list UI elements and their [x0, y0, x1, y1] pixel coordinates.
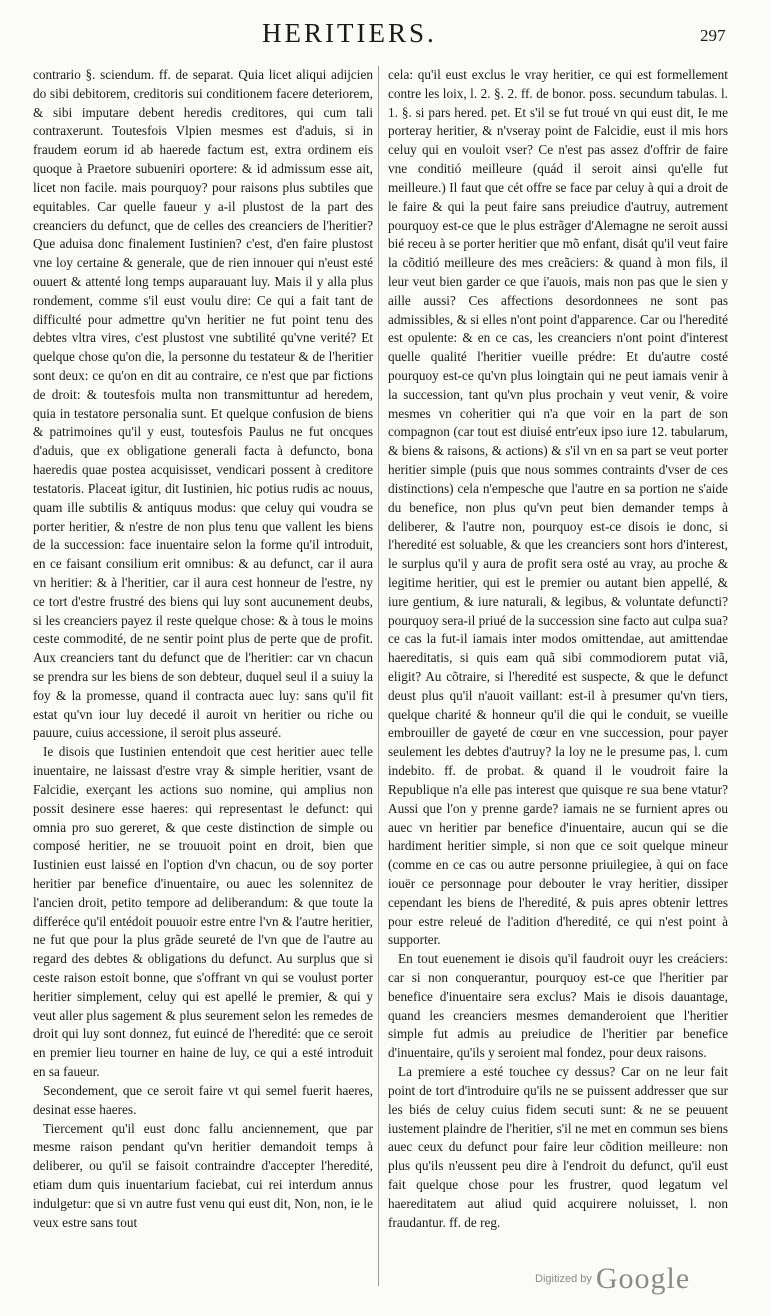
paragraph: Tiercement qu'il eust donc fallu anciennement, que par mesme raison pendant qu'vn heritier demandoit temps à deliberer, ou qu'il se faisoit contraindre d'accepter l'heredité, etiam dum quis inuentarium faciebat, cui rei interdum annus indulgetur: que si vn autre fust venu qui eust dit, Non, non, ie le veux estre sans tout	[33, 1120, 373, 1230]
google-logo: Google	[595, 1262, 691, 1295]
paragraph: Ie disois que Iustinien entendoit que cest heritier auec telle inuentaire, ne laissast d'estre vray & simple heritier, vsant de Falcidie, exerçant les actions suo nomine, qui amplius non possit desinere esse haeres: qui representast le defunct: qui omnia pro suo gereret, & que ceste distinction de simple ou composé heritier, ne se trouuoit point en droit, bien que Iustinien eust laissé en l'option d'vn chacun, ou de soy porter heritier par benefice d'inuentaire, ou auec les solennitez de l'ancien droit, petito tempore ad deliberandum: & que toute la differéce qu'il entédoit pouuoir estre entre l'vn & l'autre heritier, ne fut que pour la plus grãde seureté de l'vn que de l'autre au regard des debtes & obligations du defunct. Au surplus que si ceste raison estoit bonne, que s'offrant vn qui se voulust porter heritier simplement, celuy qui est apellé le premier, & qui y veut aller plus sagement & plus seurement selon les remedes de droit qui luy sont donnez, fut euincé de l'heredité: que ce seroit en premier lieu tourner en haine de luy, ce qui a esté introduit en sa faueur.	[33, 744, 373, 1080]
column-divider	[378, 66, 379, 1286]
paragraph: En tout euenement ie disois qu'il faudroit ouyr les creáciers: car si non conquerantur, pourquoy est-ce que l'heritier par benefice d'inuentaire sera exclus? Mais ie disois dauantage, quand les creanciers mesmes demanderoient que l'heritier simple fut admis au preiudice de l'heritier par benefice d'inuentaire, qu'ils y seroient mal fondez, pour deux raisons.	[388, 951, 728, 1061]
page-number: 297	[700, 26, 726, 45]
running-head: HERITIERS.	[262, 18, 437, 48]
paragraph: cela: qu'il eust exclus le vray heritier, ce qui est formellement contre les loix, l. 2. §. 2. ff. de bonor. poss. secundum tabulas. l. 1. §. si pars hered. pet. Et s'il se fut troué vn qui eust dit, Ie me porteray heritier, & n'vseray point de Falcidie, eust il mis hors celuy qui en vouloit vser? Ce n'est pas assez d'offrir de faire vne conditió meilleure (quád il seroit ainsi qu'elle fut meilleure.) Il faut que cét offre se face par celuy à qui a droit de le faire & qui la peut faire sans preiudice d'autruy, autrement pourquoy est-ce que le plus estrãger d'Alemagne ne seroit aussi bié receu à se porter heritier que mõ enfant, disát qu'il veut faire la cõditió meilleure des mes creãciers: & quand à mon fils, il leur veut bien garder ce que i'auois, mais non pas que le sien y aille aussi? Ces affections desordonnees ne sont pas admissibles, & si elles n'ont point d'apparence. Car ou l'heredité est opulente: & en ce cas, les creanciers n'ont point d'interest quelle qualité l'heritier vueille prédre: Et du'autre costé pourquoy est-ce qu'vn plus loingtain qui ne peut iamais venir à la succession, tant qu'vn plus prochain y veut venir, & voire mesmes vn coheritier qui n'a que voir en la part de son compagnon (car tout est diuisé entr'eux ipso iure 12. tabularum, & biens & raisons, & actions) & s'il vn en sa part se veut porter heritier simple (puis que nous sommes contraints d'vser de ces distinctions) cela n'empesche que l'autre en sa portion ne s'aide du benefice, non plus qu'vn peut bien demander temps à deliberer, & l'autre non, pourquoy est-ce disois ie donc, si l'heredité est soluable, & que les creanciers sont hors d'interest, le surplus qu'il y aura de profit sera osté au vray, au proche & legitime heritier, qui est le premier ou autant bien appellé, & iure gentium, & iure naturali, & legibus, & voluntate defuncti? pourquoy sera-il priué de la succession sine facto aut culpa sua? ce cas la fut-il iamais inter modos omittendae, aut amittendae haereditatis, si quis eam quã sibi commodiorem putat viã, eligit? Au cõtraire, si l'heredité est suspecte, & que le defunct deust plus qu'il n'auoit vaillant: est-il à presumer qu'vn tiers, quelque charité & honneur qu'il die qui le conduit, se vueille embrouiller de gayeté de cœur en vne succession, pour payer seulement les debtes d'autruy? la loy ne le presume pas, l. cum indebito. ff. de probat. & quand il le voudroit faire la Republique n'a elle pas interest que quisque re sua bene vtatur? Aussi que l'on y prenne garde? iamais ne se furnient apres ou auec vn heritier par benefice d'inuentaire, aucun qui se die hardiment heritier simple, si non que ce soit quelque mineur (comme en ce cas ou autre personne priuilegiee, à qui on face iouër ce personnage pour debouter le vray heritier, dissiper cependant les biens de l'heredité, & puis apres obtenir lettres pour estre releué de l'adition d'heredité, ce qui n'est point à supporter.	[388, 67, 728, 948]
watermark-prefix: Digitized by	[535, 1273, 592, 1285]
right-column	[388, 66, 728, 1232]
digitization-watermark	[535, 1262, 690, 1296]
paragraph: Secondement, que ce seroit faire vt qui semel fuerit haeres, desinat esse haeres.	[33, 1082, 373, 1117]
paragraph: La premiere a esté touchee cy dessus? Car on ne leur fait point de tort d'introduire qu'ils ne se puissent addresser que sur les biés de celuy cuius fidem secuti sunt: & ne se peuuent iustement plaindre de l'heritier, s'il ne met en commun ses biens auec ceux du defunct pour faire leur cõdition meilleure: non plus qu'ils n'eussent peu dire à l'endroit du defunct, qu'il eust fait quelque chose pour les frustrer, quod legatum vel haereditatem aut aliud quid acquirere noluisset, l. non fraudantur. ff. de reg.	[388, 1064, 728, 1230]
paragraph: contrario §. sciendum. ff. de separat. Quia licet aliqui adijcien do sibi debitorem, creditoris sui conditionem facere deteriorem, & sibi imputare debent heredis creditores, qui cum tali contraxerunt. Toutesfois Vlpien mesmes est d'aduis, si in fraudem eorum id ab haerede factum est, extra ordinem eis quoque à Praetore subueniri oportere: & id admissum esse ait, licet non facile. mais pourquoy? pour raisons plus subtiles que equitables. Car quelle faueur y a-il plustost de la part des creanciers du defunct, que de celles des creanciers de l'heritier? Que aduisa donc finalement Iustinien? c'est, d'en faire plustost vne loy certaine & generale, que de rien innouer qui n'eust esté ouuert & attenté long temps auparauant luy. Mais il y alla plus rondement, comme s'il eust voulu dire: Ce qui a fait tant de difficulté pour admettre qu'vn heritier ne fut point tenu des debtes vltra vires, c'est plustost vne subtilité qu'vne verité? Et quelque chose qu'on die, la personne du testateur & de l'heritier sont deux: ce qu'on en dit au contraire, ce n'est que par fictions de droit: & toutesfois multa non transmittuntur ad heredem, quia in testatore personalia sunt. Et quelque confusion de biens & patrimoines qu'il y eust, toutesfois Paulus ne fut oncques d'aduis, que ex obligatione generali facta à defuncto, bona haeredis quae postea acquisisset, vendicari possent à creditore testatoris. Placeat igitur, dit Iustinien, hic potius rudis ac nouus, quam ille subtilis & antiquus modus: que celuy qui voudra se porter heritier, & n'estre de non plus tenu que vallent les biens de la succession: face inuentaire selon la forme qu'il introduit, en ce faisant consilium erit omnibus: & au defunct, car il aura vn heritier: & à l'heritier, car il aura cest honneur de l'estre, ny ce tort d'estre frustré des biens qui luy sont aucunement deubs, si les creanciers payez il reste quelque chose: & à tous le moins ceste commodité, de ne sentir point plus de perte que de profit. Aux creanciers tant du defunct que de l'heritier: car vn chacun se prendra sur les biens de son debteur, duquel seul il a suiuy la foy & la promesse, quand il contracta auec luy: sans qu'il fit estat qu'vn iour luy decedé il auroit vn heritier ou riche ou pauure, cuius accessione, il seroit plus asseuré.	[33, 67, 373, 741]
left-column	[33, 66, 373, 1232]
